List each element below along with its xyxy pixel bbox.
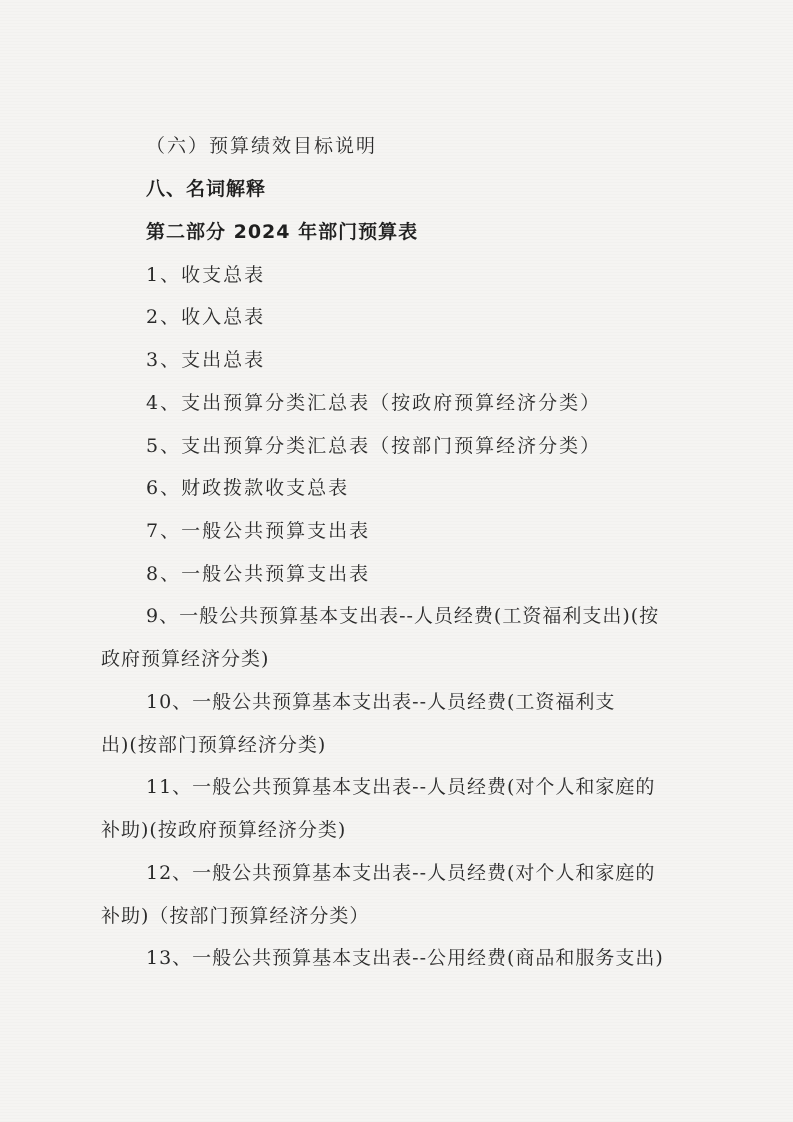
list-item-5: 5、支出预算分类汇总表（按部门预算经济分类） xyxy=(146,435,602,457)
list-item-1: 1、收支总表 xyxy=(146,264,266,286)
list-item-4: 4、支出预算分类汇总表（按政府预算经济分类） xyxy=(146,392,602,414)
section-heading-performance-goals: （六）预算绩效目标说明 xyxy=(146,135,378,157)
list-item-6: 6、财政拨款收支总表 xyxy=(146,477,350,499)
list-item-9-line-2: 政府预算经济分类) xyxy=(101,648,270,670)
list-item-12-line-1: 12、一般公共预算基本支出表--人员经费(对个人和家庭的 xyxy=(146,862,656,884)
list-item-10-line-1: 10、一般公共预算基本支出表--人员经费(工资福利支 xyxy=(146,691,616,713)
list-item-10-line-2: 出)(按部门预算经济分类) xyxy=(101,734,327,756)
list-item-9-line-1: 9、一般公共预算基本支出表--人员经费(工资福利支出)(按 xyxy=(146,605,660,627)
section-heading-glossary: 八、名词解释 xyxy=(146,178,267,200)
part-two-heading: 第二部分 2024 年部门预算表 xyxy=(146,221,419,243)
list-item-13-line-1: 13、一般公共预算基本支出表--公用经费(商品和服务支出) xyxy=(146,947,664,969)
list-item-7: 7、一般公共预算支出表 xyxy=(146,520,371,542)
list-item-12-line-2: 补助)（按部门预算经济分类） xyxy=(101,905,370,927)
list-item-11-line-2: 补助)(按政府预算经济分类) xyxy=(101,819,347,841)
list-item-8: 8、一般公共预算支出表 xyxy=(146,563,371,585)
list-item-11-line-1: 11、一般公共预算基本支出表--人员经费(对个人和家庭的 xyxy=(146,776,656,798)
list-item-3: 3、支出总表 xyxy=(146,349,266,371)
list-item-2: 2、收入总表 xyxy=(146,306,266,328)
